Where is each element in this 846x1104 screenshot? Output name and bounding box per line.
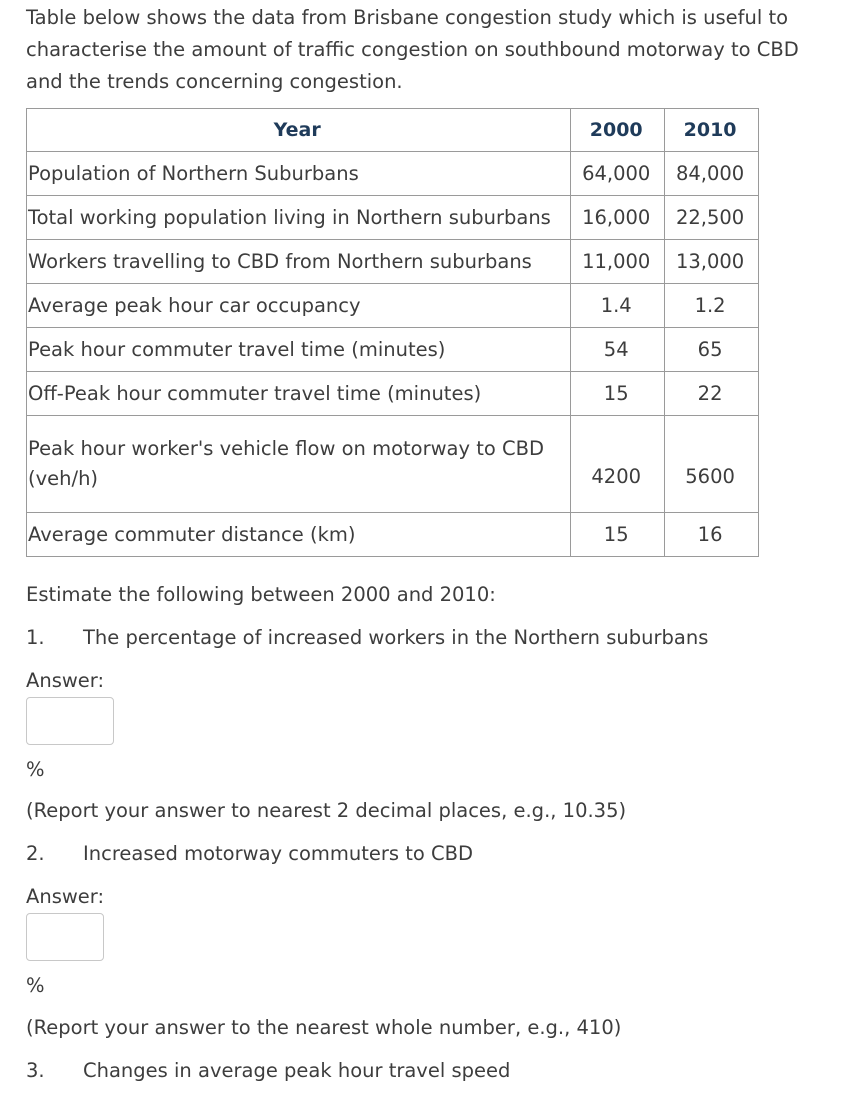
- cell-2010: 5600: [665, 416, 759, 513]
- cell-2000: 15: [571, 372, 665, 416]
- answer-label: Answer:: [26, 885, 105, 908]
- question-text: Increased motorway commuters to CBD: [83, 842, 474, 865]
- row-label: Total working population living in Northern suburbans: [27, 196, 571, 240]
- table-header-row: [27, 109, 759, 152]
- header-year: Year: [27, 109, 571, 152]
- cell-2010: 65: [665, 328, 759, 372]
- row-label: Off-Peak hour commuter travel time (minutes): [27, 372, 571, 416]
- question-1: [26, 624, 708, 652]
- question-text: The percentage of increased workers in the Northern suburbans: [83, 626, 709, 649]
- answer-label: Answer:: [26, 669, 105, 692]
- row-label: Average peak hour car occupancy: [27, 284, 571, 328]
- unit-label: %: [26, 758, 45, 781]
- row-label: Peak hour commuter travel time (minutes): [27, 328, 571, 372]
- intro-paragraph: Table below shows the data from Brisbane congestion study which is useful to characterise the amount of traffic congestion on southbound motorway to CBD and the trends concerning congestion.: [26, 6, 799, 93]
- row-label: Workers travelling to CBD from Northern suburbans: [27, 240, 571, 284]
- question-number: 3.: [26, 1059, 45, 1082]
- header-2000: 2000: [571, 109, 665, 152]
- cell-2010: 84,000: [665, 152, 759, 196]
- header-2010: 2010: [665, 109, 759, 152]
- question-3: [26, 1057, 510, 1085]
- congestion-data-table: [26, 108, 759, 557]
- row-label: Average commuter distance (km): [27, 513, 571, 557]
- table-row: [27, 284, 759, 328]
- table-row: [27, 240, 759, 284]
- table-row: [27, 372, 759, 416]
- answer-note: (Report your answer to the nearest whole number, e.g., 410): [26, 1016, 622, 1039]
- row-label: Population of Northern Suburbans: [27, 152, 571, 196]
- question-number: 2.: [26, 842, 45, 865]
- unit-label: %: [26, 974, 45, 997]
- table-row: [27, 196, 759, 240]
- cell-2000: 64,000: [571, 152, 665, 196]
- table-row: [27, 513, 759, 557]
- cell-2010: 22: [665, 372, 759, 416]
- cell-2010: 16: [665, 513, 759, 557]
- cell-2010: 13,000: [665, 240, 759, 284]
- table-row: [27, 416, 759, 513]
- table-row: [27, 152, 759, 196]
- cell-2000: 16,000: [571, 196, 665, 240]
- answer-input-1[interactable]: [26, 697, 114, 745]
- question-text: Changes in average peak hour travel speed: [83, 1059, 511, 1082]
- cell-2000: 11,000: [571, 240, 665, 284]
- cell-2000: 1.4: [571, 284, 665, 328]
- cell-2010: 1.2: [665, 284, 759, 328]
- answer-input-2[interactable]: [26, 913, 104, 961]
- estimate-heading: Estimate the following between 2000 and 2010:: [26, 583, 496, 606]
- answer-note: (Report your answer to nearest 2 decimal places, e.g., 10.35): [26, 799, 627, 822]
- table-row: [27, 328, 759, 372]
- question-number: 1.: [26, 626, 45, 649]
- cell-2000: 54: [571, 328, 665, 372]
- cell-2010: 22,500: [665, 196, 759, 240]
- question-2: [26, 840, 473, 868]
- cell-2000: 15: [571, 513, 665, 557]
- cell-2000: 4200: [571, 416, 665, 513]
- row-label: Peak hour worker's vehicle flow on motorway to CBD (veh/h): [27, 416, 571, 513]
